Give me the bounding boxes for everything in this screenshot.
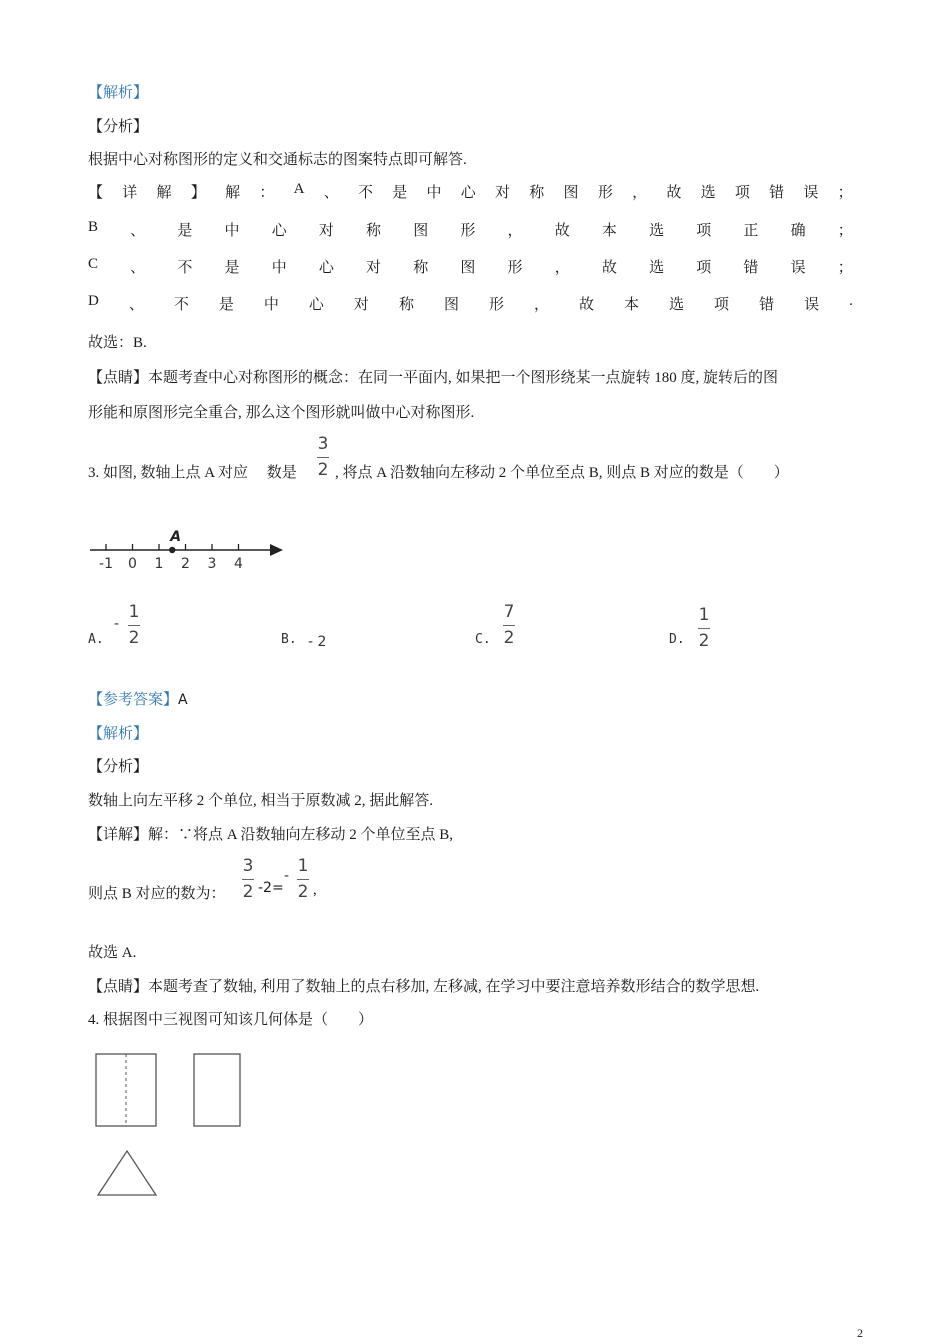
detail-char: 心 — [460, 185, 476, 201]
detail-char: 不 — [173, 297, 189, 313]
detail-char: 解 — [156, 185, 172, 201]
detail-char: 、 — [130, 260, 146, 276]
detail-char: 是 — [224, 260, 240, 276]
detail-char: 中 — [426, 185, 442, 201]
front-view — [96, 1054, 156, 1126]
q3-detail-text: 【详解】解：∵将点 A 沿数轴向左移动 2 个单位至点 B, — [88, 827, 454, 843]
detail-char: 正 — [743, 223, 759, 239]
jiexi-tag: 【解析】 — [88, 85, 149, 101]
detail-char: 解 — [225, 185, 241, 201]
detail-char: 故 — [601, 260, 617, 276]
option-c-fraction — [503, 604, 515, 647]
q3-fenxi-tag: 【分析】 — [88, 759, 149, 775]
number-line-tick-label: 2 — [181, 556, 190, 572]
q3-calc-mid: -2= — [258, 880, 284, 896]
detail-char: 详 — [122, 185, 138, 201]
q3-calc-fraction-2 — [297, 858, 309, 901]
detail-char: A — [293, 181, 305, 197]
detail-char: 误 — [803, 185, 819, 201]
detail-char: 图 — [443, 297, 459, 313]
option-a-sign: - — [114, 616, 120, 632]
number-line-tick-label: 1 — [154, 556, 164, 572]
detail-char: 错 — [769, 185, 785, 201]
q2-dianjing-line-1: 【点睛】本题考查中心对称图形的概念：在同一平面内, 如果把一个图形绕某一点旋转 180 度, 旋转后的图 — [88, 370, 779, 386]
fenxi-text: 根据中心对称图形的定义和交通标志的图案特点即可解答. — [88, 152, 467, 168]
q3-calc-frac2-num: 1 — [297, 856, 309, 876]
detail-char: 中 — [224, 223, 240, 239]
detail-char: 称 — [529, 185, 545, 201]
detail-char: 故 — [666, 185, 682, 201]
q3-calc-frac2-den: 2 — [297, 882, 309, 902]
option-d-label: D. — [669, 632, 685, 647]
detail-char: 误 — [790, 260, 806, 276]
detail-char: 本 — [601, 223, 617, 239]
detail-char: D — [88, 293, 99, 309]
detail-char: 选 — [669, 297, 685, 313]
point-a-label: A — [170, 529, 182, 545]
detail-char: 是 — [177, 223, 193, 239]
detail-char: 本 — [624, 297, 640, 313]
three-views-figure — [90, 1050, 250, 1205]
detail-char: 称 — [413, 260, 429, 276]
point-a-marker — [169, 547, 175, 553]
detail-char: 中 — [263, 297, 279, 313]
side-view — [194, 1054, 240, 1126]
number-line-tick-label: 3 — [207, 556, 217, 572]
number-line-tick-label: 0 — [128, 556, 137, 572]
detail-char: 形 — [460, 223, 476, 239]
fenxi-tag: 【分析】 — [88, 119, 149, 135]
detail-char: 形 — [507, 260, 523, 276]
top-view-triangle — [98, 1151, 156, 1195]
detail-char: 误 — [804, 297, 820, 313]
option-c-num: 7 — [503, 602, 515, 622]
detail-char: 对 — [366, 260, 382, 276]
detail-char: 错 — [743, 260, 759, 276]
detail-char: 选 — [700, 185, 716, 201]
q3-stem-part1: 3. 如图, 数轴上点 A 对应 数是 — [88, 465, 297, 481]
q3-dianjing: 【点睛】本题考查了数轴, 利用了数轴上的点右移加, 左移减, 在学习中要注意培养数形结合的数学思想. — [88, 979, 760, 995]
detail-char: 错 — [759, 297, 775, 313]
detail-char: 选 — [649, 260, 665, 276]
detail-char: ， — [554, 260, 570, 276]
detail-char: 不 — [177, 260, 193, 276]
detail-line-2 — [88, 219, 853, 240]
q3-calc-prefix: 则点 B 对应的数为： — [88, 886, 226, 902]
page-number: 2 — [857, 1326, 863, 1340]
option-b-label: B. — [281, 632, 297, 647]
option-a-fraction — [128, 604, 140, 647]
detail-char: 中 — [271, 260, 287, 276]
detail-char: 心 — [271, 223, 287, 239]
detail-line-4 — [88, 293, 853, 314]
detail-char: ： — [259, 185, 275, 201]
detail-char: 确 — [790, 223, 806, 239]
q3-calc-minus: - — [284, 868, 290, 884]
detail-char: 【 — [88, 185, 104, 201]
option-d-num: 1 — [698, 605, 710, 625]
detail-char: 心 — [308, 297, 324, 313]
detail-char: ， — [632, 185, 648, 201]
option-c-den: 2 — [503, 628, 515, 648]
option-d-den: 2 — [698, 631, 710, 651]
detail-char: 是 — [392, 185, 408, 201]
number-line-tick-label: -1 — [99, 556, 113, 572]
q2-dianjing-line-2: 形能和原图形完全重合, 那么这个图形就叫做中心对称图形. — [88, 405, 475, 421]
detail-char: 形 — [597, 185, 613, 201]
detail-char: 、 — [323, 185, 339, 201]
option-c-label: C. — [475, 632, 491, 647]
q3-calc-frac1-den: 2 — [242, 882, 254, 902]
number-line-arrow-icon — [270, 544, 283, 556]
q3-fenxi-text: 数轴上向左平移 2 个单位, 相当于原数减 2, 据此解答. — [88, 793, 434, 809]
detail-char: ； — [837, 185, 853, 201]
q3-calc-fraction-1 — [242, 858, 254, 901]
q3-jiexi-tag: 【解析】 — [88, 726, 149, 742]
option-a-den: 2 — [128, 628, 140, 648]
detail-char: 项 — [714, 297, 730, 313]
detail-char: 项 — [734, 185, 750, 201]
detail-line-1 — [88, 181, 853, 202]
q4-stem: 4. 根据图中三视图可知该几何体是（ ） — [88, 1012, 374, 1028]
detail-char: B — [88, 219, 99, 235]
q3-stem-fraction — [317, 436, 329, 479]
detail-char: . — [849, 293, 853, 309]
detail-char: 心 — [318, 260, 334, 276]
number-line-tick-label: 4 — [234, 556, 243, 572]
q3-calc-frac1-num: 3 — [242, 856, 254, 876]
number-line-figure — [86, 524, 291, 574]
detail-char: 】 — [190, 185, 206, 201]
detail-char: 是 — [218, 297, 234, 313]
q3-stem-frac-den: 2 — [317, 460, 329, 480]
detail-char: 不 — [357, 185, 373, 201]
detail-char: 对 — [495, 185, 511, 201]
detail-char: ， — [507, 223, 523, 239]
detail-char: 图 — [563, 185, 579, 201]
option-b-value: - 2 — [308, 634, 327, 650]
q3-ref-answer — [88, 688, 188, 709]
q3-calc-suffix: , — [313, 882, 317, 898]
q2-answer-line: 故选：B. — [88, 335, 147, 351]
detail-char: 对 — [353, 297, 369, 313]
detail-char: 、 — [128, 297, 144, 313]
q3-stem-frac-num: 3 — [317, 434, 329, 454]
detail-char: C — [88, 256, 99, 272]
detail-char: 图 — [413, 223, 429, 239]
ref-answer-tag: 【参考答案】 — [88, 692, 179, 708]
detail-line-3 — [88, 256, 853, 277]
option-d-fraction — [698, 607, 710, 650]
detail-char: 项 — [696, 260, 712, 276]
detail-char: 、 — [130, 223, 146, 239]
q3-stem-part2: , 将点 A 沿数轴向左移动 2 个单位至点 B, 则点 B 对应的数是（ ） — [335, 465, 789, 481]
detail-char: 称 — [398, 297, 414, 313]
detail-char: 故 — [579, 297, 595, 313]
detail-char: 故 — [554, 223, 570, 239]
detail-char: 选 — [649, 223, 665, 239]
detail-char: ； — [837, 260, 853, 276]
detail-char: 图 — [460, 260, 476, 276]
detail-char: 称 — [366, 223, 382, 239]
ref-answer-value: A — [178, 692, 188, 708]
detail-char: ； — [837, 223, 853, 239]
option-a-num: 1 — [128, 602, 140, 622]
detail-char: 形 — [488, 297, 504, 313]
detail-char: 项 — [696, 223, 712, 239]
detail-char: 对 — [318, 223, 334, 239]
q3-answer-line: 故选 A. — [88, 945, 137, 961]
option-a-label: A. — [88, 632, 104, 647]
detail-char: ， — [533, 297, 549, 313]
